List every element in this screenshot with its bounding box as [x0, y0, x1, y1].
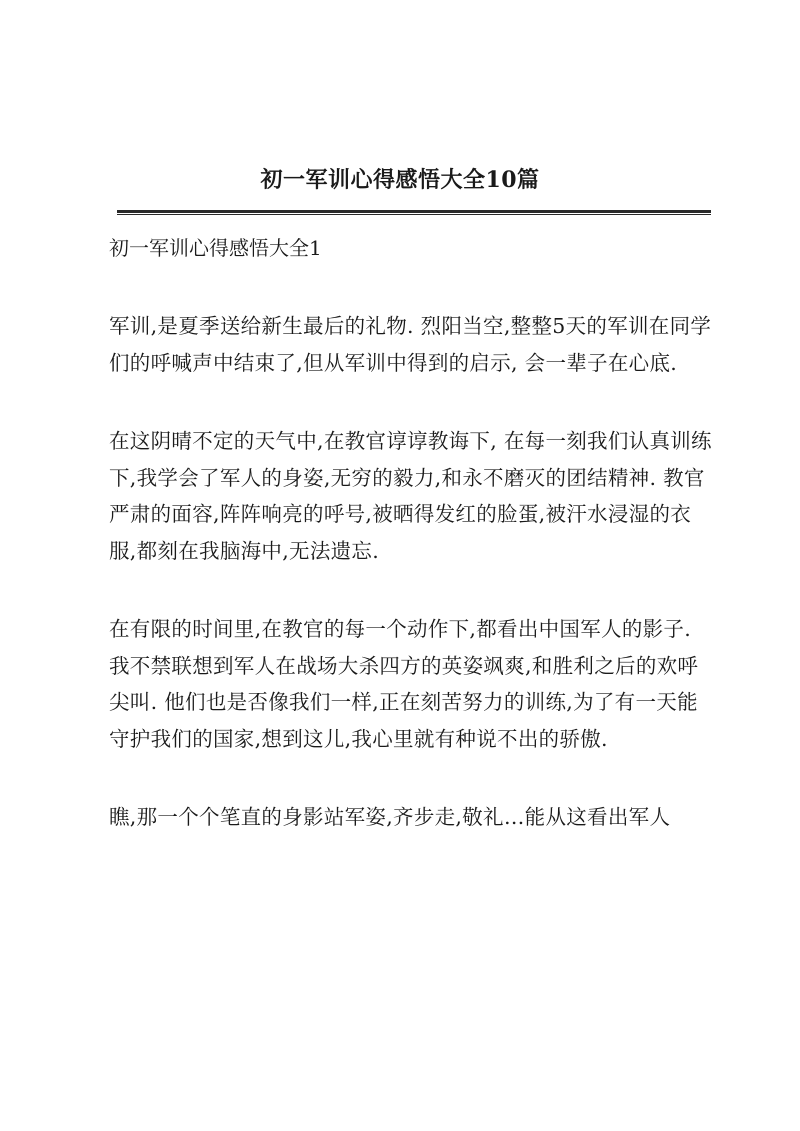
- paragraph: 在有限的时间里,在教官的每一个动作下,都看出中国军人的影子. 我不禁联想到军人在战场大杀四方的英姿飒爽,和胜利之后的欢呼尖叫. 他们也是否像我们一样,正在刻苦努力的训练,为了有一天能守护我们的国家,想到这儿,我心里就有种说不出的骄傲.: [109, 617, 699, 751]
- paragraph: 在这阴晴不定的天气中,在教官谆谆教诲下, 在每一刻我们认真训练下,我学会了军人的身姿,无穷的毅力,和永不磨灭的团结精神. 教官严肃的面容,阵阵响亮的呼号,被晒得发红的脸蛋,被汗水浸湿的衣服,都刻在我脑海中,无法遗忘.: [109, 429, 712, 563]
- section-heading: 初一军训心得感悟大全1: [109, 236, 322, 260]
- paragraph: 军训,是夏季送给新生最后的礼物. 烈阳当空,整整5天的军训在同学们的呼喊声中结束了,但从军训中得到的启示, 会一辈子在心底.: [109, 314, 712, 375]
- paragraph: 瞧,那一个个笔直的身影站军姿,齐步走,敬礼…能从这看出军人: [109, 805, 671, 829]
- title-divider: [117, 210, 711, 215]
- document-body: [109, 230, 713, 878]
- document-title: 初一军训心得感悟大全10篇: [260, 167, 540, 193]
